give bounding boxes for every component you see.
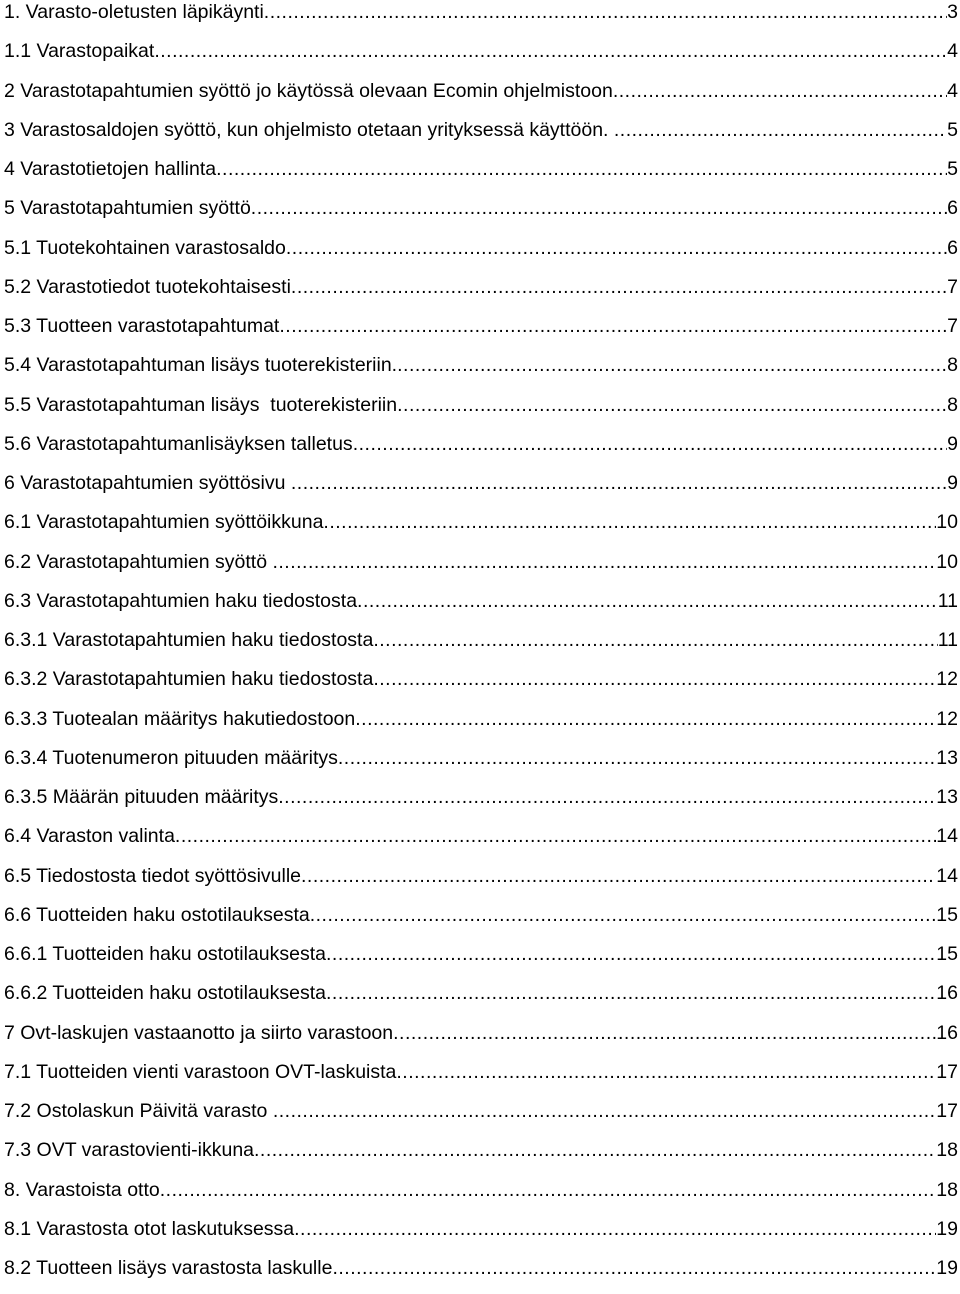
toc-dot-leader — [614, 117, 947, 143]
toc-entry[interactable] — [4, 392, 958, 431]
toc-dot-leader — [332, 1255, 936, 1281]
toc-dot-leader — [216, 156, 947, 182]
toc-entry[interactable] — [4, 902, 958, 941]
toc-dot-leader — [254, 1137, 936, 1163]
toc-entry-page: 17 — [936, 1060, 958, 1083]
toc-dot-leader — [279, 313, 947, 339]
toc-entry-page: 8 — [947, 354, 958, 377]
toc-entry[interactable] — [4, 1255, 958, 1294]
toc-entry-title: 5.2 Varastotiedot tuotekohtaisesti — [4, 275, 291, 298]
toc-dot-leader — [154, 38, 947, 64]
toc-entry-page: 12 — [936, 707, 958, 730]
toc-dot-leader — [338, 745, 936, 771]
toc-entry-page: 9 — [947, 432, 958, 455]
toc-entry-page: 9 — [947, 472, 958, 494]
toc-entry-title: 6.3.3 Tuotealan määritys hakutiedostoon — [4, 707, 356, 730]
toc-entry-page: 15 — [936, 903, 958, 926]
toc-entry[interactable] — [4, 941, 958, 980]
toc-entry-title: 5.1 Tuotekohtainen varastosaldo — [4, 236, 286, 259]
toc-entry[interactable] — [4, 352, 958, 391]
toc-entry-title: 6.2 Varastotapahtumien syöttö — [4, 550, 273, 573]
toc-entry-page: 5 — [947, 158, 958, 180]
toc-dot-leader — [353, 431, 947, 457]
toc-entry-page: 16 — [936, 982, 958, 1005]
toc-dot-leader — [393, 1020, 936, 1046]
toc-entry-page: 16 — [936, 1021, 958, 1044]
toc-entry[interactable] — [4, 1098, 958, 1137]
toc-dot-leader — [273, 1098, 936, 1124]
toc-entry-title: 6.6.1 Tuotteiden haku ostotilauksesta — [4, 943, 326, 965]
toc-entry-title: 3 Varastosaldojen syöttö, kun ohjelmisto otetaan yrityksessä käyttöön. — [4, 118, 614, 141]
toc-entry[interactable] — [4, 863, 958, 902]
toc-dot-leader — [251, 195, 947, 221]
toc-entry[interactable] — [4, 431, 958, 470]
toc-entry-title: 6.6.2 Tuotteiden haku ostotilauksesta — [4, 982, 326, 1005]
toc-entry-title: 5.6 Varastotapahtumanlisäyksen talletus — [4, 432, 353, 455]
toc-entry-title: 5.4 Varastotapahtuman lisäys tuoterekisteriin. — [4, 354, 398, 377]
toc-entry-page: 4 — [947, 40, 958, 63]
toc-entry[interactable] — [4, 313, 958, 352]
toc-entry-page: 12 — [936, 668, 958, 691]
toc-dot-leader — [323, 509, 936, 535]
toc-entry-title: 7.1 Tuotteiden vienti varastoon OVT-laskuista — [4, 1060, 397, 1083]
toc-entry-title: 8.1 Varastosta otot laskutuksessa — [4, 1217, 295, 1240]
toc-dot-leader — [373, 666, 936, 692]
toc-entry-title: 7.2 Ostolaskun Päivitä varasto — [4, 1100, 273, 1122]
toc-entry-page: 13 — [936, 786, 958, 808]
toc-entry-page: 17 — [936, 1100, 958, 1122]
toc-entry-page: 6 — [947, 197, 958, 220]
toc-entry[interactable] — [4, 470, 958, 509]
toc-entry-page: 5 — [947, 118, 958, 141]
toc-entry-page: 11 — [937, 629, 958, 651]
toc-entry-title: 6.4 Varaston valinta — [4, 825, 175, 848]
toc-dot-leader — [397, 352, 947, 378]
toc-dot-leader — [291, 470, 947, 496]
toc-entry[interactable] — [4, 509, 958, 548]
toc-entry-title: 6.3.1 Varastotapahtumien haku tiedostosta — [4, 629, 374, 651]
toc-entry-page: 6 — [947, 236, 958, 259]
toc-entry-title: 5 Varastotapahtumien syöttö — [4, 197, 251, 220]
toc-dot-leader — [326, 941, 936, 967]
toc-entry-title: 8.2 Tuotteen lisäys varastosta laskulle — [4, 1257, 333, 1279]
toc-entry[interactable] — [4, 156, 958, 195]
toc-dot-leader — [291, 274, 947, 300]
toc-dot-leader — [310, 902, 937, 928]
toc-entry-title: 6.1 Varastotapahtumien syöttöikkuna — [4, 511, 324, 534]
toc-entry-title: 6.5 Tiedostosta tiedot syöttösivulle — [4, 864, 302, 887]
toc-dot-leader — [175, 823, 936, 849]
toc-entry[interactable] — [4, 588, 958, 627]
toc-entry[interactable] — [4, 117, 958, 156]
toc-entry-title: 6 Varastotapahtumien syöttösivu — [4, 472, 291, 494]
toc-dot-leader — [326, 980, 936, 1006]
toc-entry-title: 7 Ovt-laskujen vastaanotto ja siirto varastoon — [4, 1021, 394, 1044]
toc-entry-page: 19 — [936, 1217, 958, 1240]
toc-dot-leader — [613, 78, 947, 104]
toc-entry-title: 6.6 Tuotteiden haku ostotilauksesta — [4, 903, 310, 926]
toc-entry-page: 18 — [936, 1139, 958, 1162]
toc-entry-page: 19 — [936, 1257, 958, 1279]
toc-entry-title: 8. Varastoista otto — [4, 1178, 160, 1201]
toc-dot-leader — [264, 0, 947, 25]
toc-entry[interactable] — [4, 1137, 958, 1176]
toc-entry-title: 6.3.4 Tuotenumeron pituuden määritys — [4, 746, 338, 769]
toc-dot-leader — [272, 549, 936, 575]
toc-dot-leader — [160, 1177, 937, 1203]
toc-entry-page: 4 — [947, 79, 958, 102]
toc-entry-page: 15 — [936, 943, 958, 965]
toc-entry-title: 5.5 Varastotapahtuman lisäys tuoterekisteriin — [4, 393, 398, 416]
toc-entry-page: 18 — [936, 1178, 958, 1201]
toc-entry-page: 14 — [936, 825, 958, 848]
toc-entry-title: 6.3.5 Määrän pituuden määritys — [4, 786, 279, 808]
toc-entry[interactable] — [4, 274, 958, 313]
toc-entry-title: 1.1 Varastopaikat — [4, 40, 155, 63]
toc-entry[interactable] — [4, 980, 958, 1019]
toc-entry[interactable] — [4, 235, 958, 274]
toc-dot-leader — [286, 235, 947, 261]
toc-entry-page: 11 — [937, 589, 958, 612]
toc-entry[interactable] — [4, 549, 958, 588]
toc-entry[interactable] — [4, 823, 958, 862]
toc-dot-leader — [355, 706, 936, 732]
toc-dot-leader — [396, 1059, 936, 1085]
toc-entry-page: 10 — [936, 511, 958, 534]
toc-entry[interactable] — [4, 1177, 958, 1216]
toc-entry-page: 3 — [947, 1, 958, 23]
toc-entry[interactable] — [4, 784, 958, 823]
toc-dot-leader — [397, 392, 947, 418]
toc-dot-leader — [373, 627, 937, 653]
toc-entry[interactable] — [4, 1020, 958, 1059]
toc-entry-page: 14 — [936, 864, 958, 887]
toc-entry-page: 7 — [947, 275, 958, 298]
toc-dot-leader — [301, 863, 936, 889]
toc-entry-title: 4 Varastotietojen hallinta — [4, 158, 217, 180]
toc-dot-leader — [278, 784, 936, 810]
toc-entry[interactable] — [4, 78, 958, 117]
toc-entry-page: 13 — [936, 746, 958, 769]
toc-entry[interactable] — [4, 38, 958, 77]
toc-dot-leader — [357, 588, 938, 614]
toc-entry[interactable] — [4, 745, 958, 784]
toc-entry-title: 5.3 Tuotteen varastotapahtumat — [4, 315, 280, 337]
toc-entry[interactable] — [4, 1059, 958, 1098]
toc-entry-page: 10 — [936, 550, 958, 573]
toc-entry[interactable] — [4, 706, 958, 745]
toc-entry[interactable] — [4, 627, 958, 666]
toc-entry-page: 7 — [947, 315, 958, 337]
toc-entry-title: 2 Varastotapahtumien syöttö jo käytössä olevaan Ecomin ohjelmistoon — [4, 79, 613, 102]
toc-entry-page: 8 — [947, 393, 958, 416]
toc-entry[interactable] — [4, 195, 958, 234]
toc-dot-leader — [294, 1216, 936, 1242]
toc-entry[interactable] — [4, 0, 958, 38]
toc-entry-title: 6.3.2 Varastotapahtumien haku tiedostosta — [4, 668, 374, 691]
toc-entry[interactable] — [4, 666, 958, 705]
toc-entry[interactable] — [4, 1216, 958, 1255]
toc-entry-title: 7.3 OVT varastovienti-ikkuna — [4, 1139, 255, 1162]
toc-entry-title: 1. Varasto-oletusten läpikäynti — [4, 1, 264, 23]
toc-entry-title: 6.3 Varastotapahtumien haku tiedostosta — [4, 589, 358, 612]
table-of-contents — [4, 0, 958, 1294]
